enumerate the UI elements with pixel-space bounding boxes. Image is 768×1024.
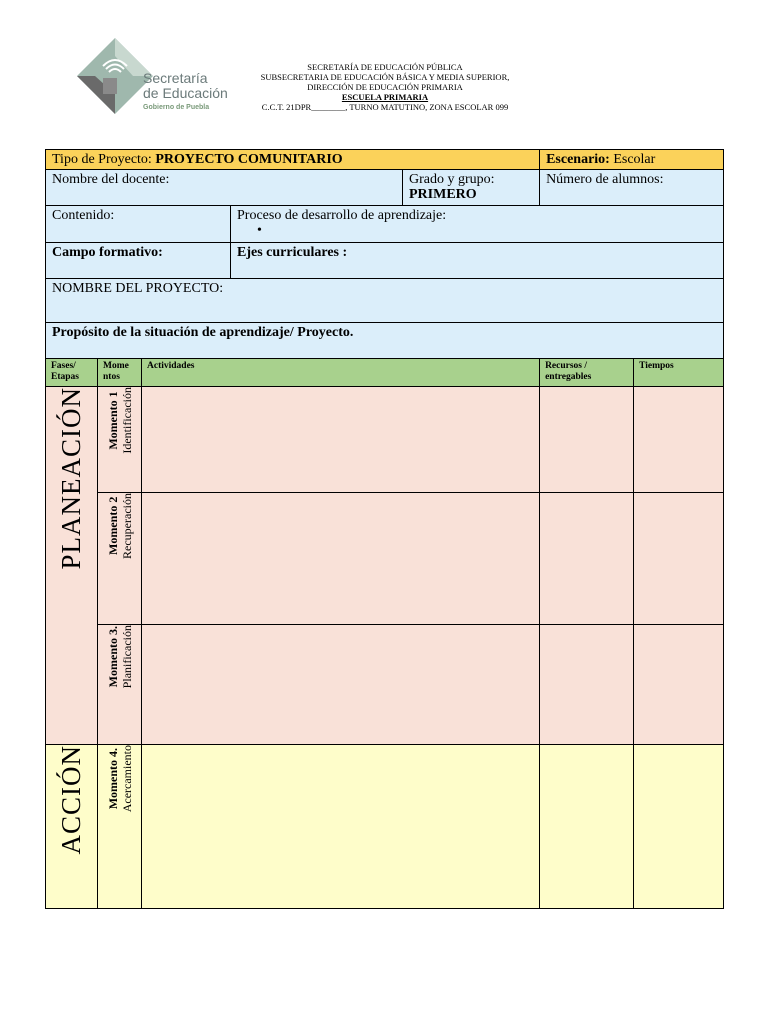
tipo-proyecto-label: Tipo de Proyecto: bbox=[52, 152, 156, 167]
moment-2-activities[interactable] bbox=[142, 493, 540, 625]
escenario-label: Escenario: bbox=[546, 152, 614, 167]
header-line-3: DIRECCIÓN DE EDUCACIÓN PRIMARIA bbox=[307, 82, 463, 92]
col-header-actividades: Actividades bbox=[142, 359, 540, 387]
moment-2-cell bbox=[98, 493, 142, 625]
contenido-field[interactable] bbox=[46, 206, 231, 243]
moment-4-resources[interactable] bbox=[540, 745, 634, 909]
proposito-label: Propósito de la situación de aprendizaje/ Proyecto. bbox=[52, 325, 354, 340]
moment-4-sub: Acercamiento bbox=[119, 745, 134, 813]
project-planning-table bbox=[45, 149, 724, 909]
secretaria-logo bbox=[75, 28, 235, 118]
header-line-1: SECRETARÍA DE EDUCACIÓN PÚBLICA bbox=[307, 62, 463, 72]
header-line-4: ESCUELA PRIMARIA bbox=[341, 92, 429, 102]
phase-accion-label: ACCIÓN bbox=[56, 745, 86, 855]
campo-formativo-field[interactable] bbox=[46, 243, 231, 279]
ejes-field[interactable] bbox=[231, 243, 724, 279]
moment-3-cell bbox=[98, 625, 142, 745]
alumnos-field[interactable] bbox=[540, 170, 724, 206]
phase-planeacion bbox=[46, 387, 98, 745]
moment-3-times[interactable] bbox=[634, 625, 724, 745]
proceso-field[interactable] bbox=[231, 206, 724, 243]
grado-label: Grado y grupo: bbox=[409, 172, 495, 187]
moment-3-activities[interactable] bbox=[142, 625, 540, 745]
docente-field[interactable] bbox=[46, 170, 403, 206]
moment-1-times[interactable] bbox=[634, 387, 724, 493]
header-line-2: SUBSECRETARIA DE EDUCACIÓN BÁSICA Y MEDIA SUPERIOR, bbox=[260, 72, 510, 82]
moment-2-title: Momento 2 bbox=[105, 496, 120, 556]
proposito-field[interactable] bbox=[46, 323, 724, 359]
moment-4-title: Momento 4. bbox=[105, 747, 120, 810]
contenido-label: Contenido: bbox=[52, 208, 115, 223]
moment-4-times[interactable] bbox=[634, 745, 724, 909]
moment-3-sub: Planificación bbox=[119, 625, 134, 689]
moment-2-resources[interactable] bbox=[540, 493, 634, 625]
moment-1-activities[interactable] bbox=[142, 387, 540, 493]
nombre-proyecto-label: NOMBRE DEL PROYECTO: bbox=[52, 281, 224, 296]
escenario-cell bbox=[540, 150, 724, 170]
campo-formativo-label: Campo formativo: bbox=[52, 245, 163, 260]
moment-4-cell bbox=[98, 745, 142, 909]
document-header bbox=[240, 62, 530, 112]
moment-2-times[interactable] bbox=[634, 493, 724, 625]
logo-text-line2: de Educación bbox=[143, 85, 228, 101]
col-header-tiempos: Tiempos bbox=[634, 359, 724, 387]
phase-planeacion-label: PLANEACIÓN bbox=[56, 387, 86, 570]
col-header-momentos: Mome ntos bbox=[98, 359, 142, 387]
col-header-fases: Fases/ Etapas bbox=[46, 359, 98, 387]
col-header-recursos: Recursos / entregables bbox=[540, 359, 634, 387]
moment-1-cell bbox=[98, 387, 142, 493]
escenario-value: Escolar bbox=[613, 152, 656, 167]
logo-text-line1: Secretaría bbox=[143, 70, 208, 86]
grado-field[interactable] bbox=[403, 170, 540, 206]
grado-value: PRIMERO bbox=[409, 187, 477, 202]
moment-2-sub: Recuperación bbox=[119, 493, 134, 559]
moment-3-resources[interactable] bbox=[540, 625, 634, 745]
moment-1-title: Momento 1 bbox=[105, 391, 120, 450]
logo-text-line3: Gobierno de Puebla bbox=[143, 104, 210, 111]
moment-1-sub: Identificación bbox=[119, 387, 134, 454]
tipo-proyecto-cell bbox=[46, 150, 540, 170]
nombre-proyecto-field[interactable] bbox=[46, 279, 724, 323]
ejes-label: Ejes curriculares : bbox=[237, 245, 348, 260]
tipo-proyecto-value: PROYECTO COMUNITARIO bbox=[155, 152, 343, 167]
docente-label: Nombre del docente: bbox=[52, 172, 170, 187]
phase-accion bbox=[46, 745, 98, 909]
proceso-bullet: • bbox=[257, 223, 262, 238]
moment-4-activities[interactable] bbox=[142, 745, 540, 909]
proceso-label: Proceso de desarrollo de aprendizaje: bbox=[237, 208, 447, 223]
alumnos-label: Número de alumnos: bbox=[546, 172, 664, 187]
header-line-5: C.C.T. 21DPR________, TURNO MATUTINO, ZONA ESCOLAR 099 bbox=[261, 102, 509, 112]
moment-3-title: Momento 3. bbox=[105, 626, 120, 688]
moment-1-resources[interactable] bbox=[540, 387, 634, 493]
